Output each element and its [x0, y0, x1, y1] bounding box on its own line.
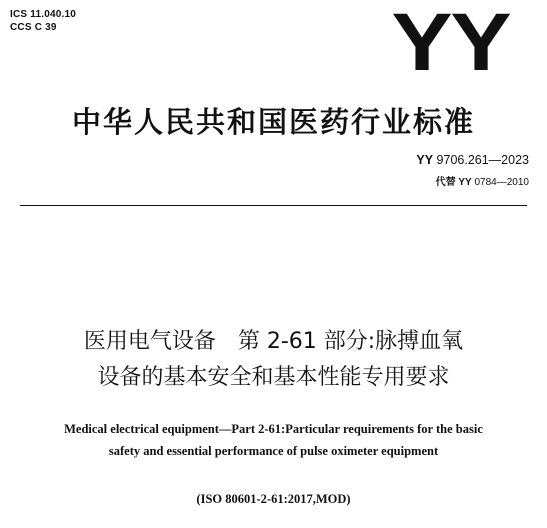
classification-codes: [10, 8, 76, 34]
title-zh-line2: 设备的基本安全和基本性能专用要求: [97, 365, 450, 390]
title-zh-line1: 医用电气设备 第 2-61 部分:脉搏血氧: [83, 329, 464, 354]
document-title-chinese: [0, 324, 547, 396]
standard-number: [416, 153, 529, 167]
replaces-standard: [436, 173, 529, 188]
yy-logo: YY: [390, 0, 509, 88]
document-title-english: [0, 418, 547, 462]
title-en-line1: Medical electrical equipment—Part 2-61:Particular requirements for the basic: [64, 422, 483, 436]
replaces-number: 0784—2010: [474, 177, 529, 188]
ics-code: ICS 11.040.10: [10, 9, 76, 20]
ccs-code: CCS C 39: [10, 22, 57, 33]
standard-number-prefix: YY: [416, 153, 434, 167]
standard-number-value: 9706.261—2023: [436, 153, 529, 167]
title-en-line2: safety and essential performance of pulse oximeter equipment: [108, 444, 439, 458]
iso-adoption-note: (ISO 80601-2-61:2017,MOD): [196, 492, 351, 506]
replaces-label: 代替 YY: [435, 177, 472, 188]
header-divider: [20, 205, 527, 206]
standard-title: 中华人民共和国医药行业标准: [71, 105, 475, 139]
